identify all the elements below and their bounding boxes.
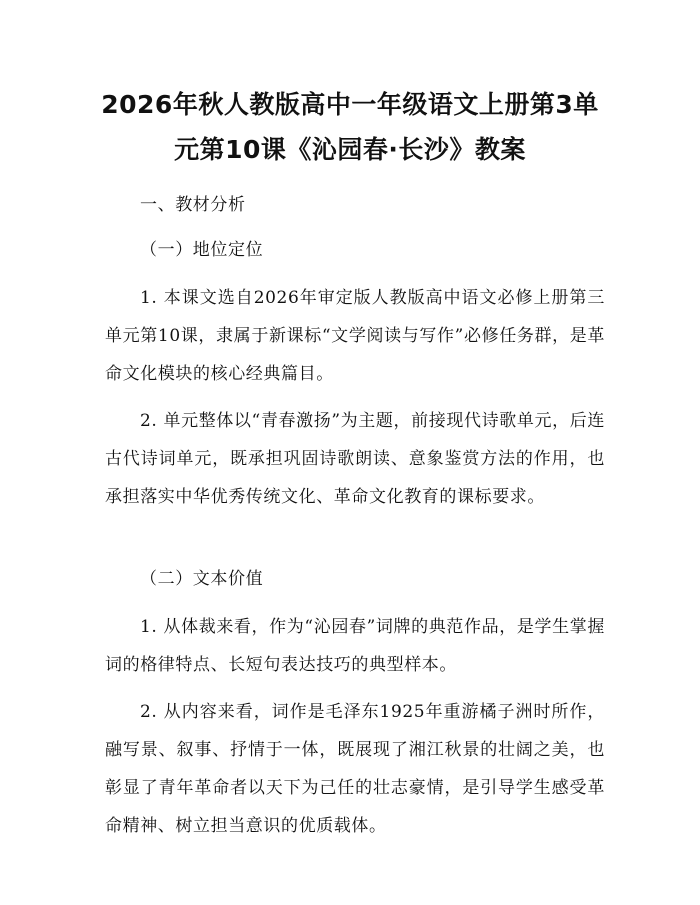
document-title-line-2: 元第10课《沁园春·长沙》教案 [174, 135, 526, 164]
paragraph-text-value-2: 2. 从内容来看，词作是毛泽东1925年重游橘子洲时所作，融写景、叙事、抒情于一体，既展现了湘江秋景的壮阔之美，也彰显了青年革命者以天下为己任的壮志豪情，是引导学生感受革命精神、树立担当意识的优质载体。 [105, 702, 605, 836]
document-title-line-1: 2026年秋人教版高中一年级语文上册第3单 [101, 90, 599, 119]
subsection-heading-text-value: （二）文本价值 [140, 569, 264, 589]
paragraph-position-1: 1. 本课文选自2026年审定版人教版高中语文必修上册第三单元第10课，隶属于新课标“文学阅读与写作”必修任务群，是革命文化模块的核心经典篇目。 [105, 288, 605, 384]
paragraph-position-2: 2. 单元整体以“青春激扬”为主题，前接现代诗歌单元，后连古代诗词单元，既承担巩固诗歌朗读、意象鉴赏方法的作用，也承担落实中华优秀传统文化、革命文化教育的课标要求。 [105, 411, 605, 507]
paragraph-text-value-1: 1. 从体裁来看，作为“沁园春”词牌的典范作品，是学生掌握词的格律特点、长短句表达技巧的典型样本。 [105, 617, 605, 675]
subsection-heading-position: （一）地位定位 [140, 240, 264, 260]
section-heading-textbook-analysis: 一、教材分析 [140, 195, 246, 215]
